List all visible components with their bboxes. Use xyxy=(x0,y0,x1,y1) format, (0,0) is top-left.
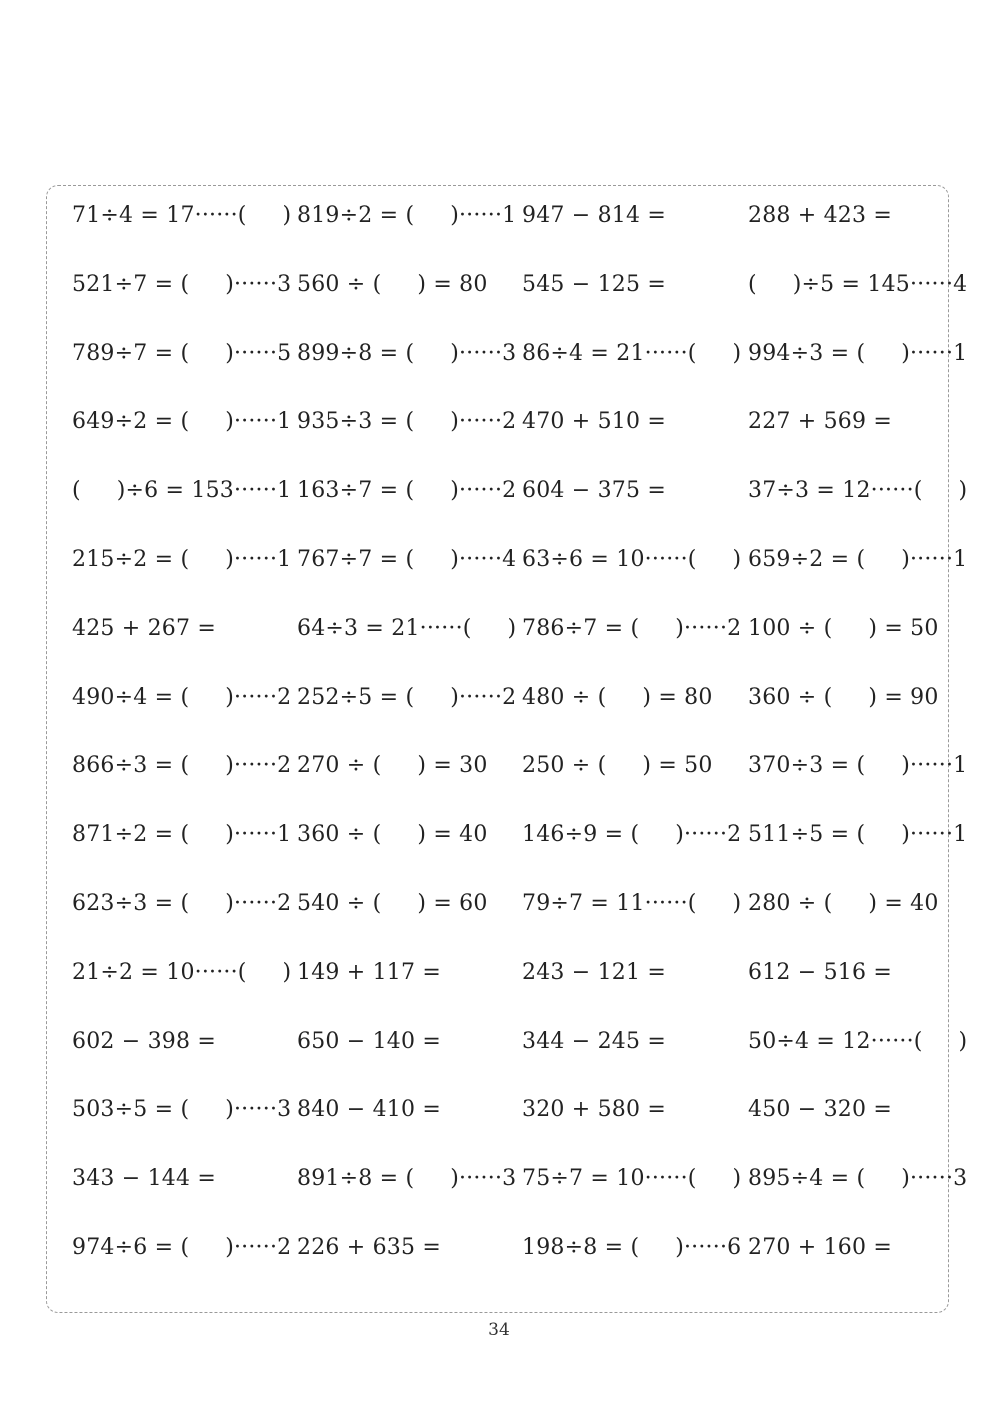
math-problem: 545 − 125 = xyxy=(522,271,667,297)
math-problem: 786÷7 = ( )······2 xyxy=(522,615,742,641)
math-problem: 252÷5 = ( )······2 xyxy=(297,684,517,710)
math-problem: 243 − 121 = xyxy=(522,959,667,985)
math-problem: 819÷2 = ( )······1 xyxy=(297,203,517,228)
math-problem: 650 − 140 = xyxy=(297,1028,442,1054)
math-problem: 270 + 160 = xyxy=(748,1234,893,1260)
problem-row xyxy=(72,817,972,886)
math-problem: 490÷4 = ( )······2 xyxy=(72,684,292,710)
math-problem: 840 − 410 = xyxy=(297,1097,442,1123)
math-problem: 935÷3 = ( )······2 xyxy=(297,409,517,435)
math-problem: 270 ÷ ( ) = 30 xyxy=(297,753,488,779)
math-problem: 649÷2 = ( )······1 xyxy=(72,409,292,435)
math-problem: 659÷2 = ( )······1 xyxy=(748,546,968,572)
math-problem: 64÷3 = 21······( ) xyxy=(297,615,517,641)
math-problem: 560 ÷ ( ) = 80 xyxy=(297,271,488,297)
math-problem: 146÷9 = ( )······2 xyxy=(522,822,742,848)
math-problem: 866÷3 = ( )······2 xyxy=(72,753,292,779)
math-problem: 79÷7 = 11······( ) xyxy=(522,890,742,916)
math-problem: 891÷8 = ( )······3 xyxy=(297,1166,517,1192)
math-problem: 425 + 267 = xyxy=(72,615,217,641)
math-problem: 320 + 580 = xyxy=(522,1097,667,1123)
math-problem: 21÷2 = 10······( ) xyxy=(72,959,292,985)
math-problem: 198÷8 = ( )······6 xyxy=(522,1234,742,1260)
math-problem: 163÷7 = ( )······2 xyxy=(297,478,517,504)
math-problem: 280 ÷ ( ) = 40 xyxy=(748,890,939,916)
math-problem: 503÷5 = ( )······3 xyxy=(72,1097,292,1123)
math-problem: 994÷3 = ( )······1 xyxy=(748,340,968,366)
math-problem: 360 ÷ ( ) = 90 xyxy=(748,684,939,710)
math-problem: 470 + 510 = xyxy=(522,409,667,435)
problem-row xyxy=(72,886,972,955)
math-problem: 612 − 516 = xyxy=(748,959,893,985)
math-problem: 250 ÷ ( ) = 50 xyxy=(522,753,713,779)
math-problem: 974÷6 = ( )······2 xyxy=(72,1234,292,1260)
problem-row xyxy=(72,542,972,611)
math-problem: 899÷8 = ( )······3 xyxy=(297,340,517,366)
math-problem: 370÷3 = ( )······1 xyxy=(748,753,968,779)
math-problem: 602 − 398 = xyxy=(72,1028,217,1054)
math-problem: 86÷4 = 21······( ) xyxy=(522,340,742,366)
math-problem: 63÷6 = 10······( ) xyxy=(522,546,742,572)
problem-row xyxy=(72,267,972,336)
problem-row xyxy=(72,955,972,1024)
math-problem: ( )÷5 = 145······4 xyxy=(748,271,968,297)
problem-row xyxy=(72,1092,972,1161)
problem-row xyxy=(72,336,972,405)
math-problem: 871÷2 = ( )······1 xyxy=(72,822,292,848)
math-problem: 226 + 635 = xyxy=(297,1234,442,1260)
problem-row xyxy=(72,473,972,542)
math-problem: 450 − 320 = xyxy=(748,1097,893,1123)
math-problem: 623÷3 = ( )······2 xyxy=(72,890,292,916)
math-problem: 480 ÷ ( ) = 80 xyxy=(522,684,713,710)
math-problem: 511÷5 = ( )······1 xyxy=(748,822,968,848)
problem-row xyxy=(72,680,972,749)
math-problem: 344 − 245 = xyxy=(522,1028,667,1054)
math-problem: 343 − 144 = xyxy=(72,1166,217,1192)
problem-row xyxy=(72,1230,972,1299)
math-problem: 50÷4 = 12······( ) xyxy=(748,1028,968,1054)
page-number: 34 xyxy=(488,1320,510,1340)
math-problem: 789÷7 = ( )······5 xyxy=(72,340,292,366)
problem-row xyxy=(72,611,972,680)
problem-row xyxy=(72,404,972,473)
math-problem: 540 ÷ ( ) = 60 xyxy=(297,890,488,916)
math-problem: 100 ÷ ( ) = 50 xyxy=(748,615,939,641)
problem-row xyxy=(72,1024,972,1093)
problem-grid xyxy=(72,198,972,1299)
math-problem: 149 + 117 = xyxy=(297,959,442,985)
math-problem: 75÷7 = 10······( ) xyxy=(522,1166,742,1192)
math-problem: 288 + 423 = xyxy=(748,203,893,228)
math-problem: 227 + 569 = xyxy=(748,409,893,435)
math-problem: 360 ÷ ( ) = 40 xyxy=(297,822,488,848)
math-problem: 895÷4 = ( )······3 xyxy=(748,1166,968,1192)
math-problem: ( )÷6 = 153······1 xyxy=(72,478,292,504)
math-problem: 215÷2 = ( )······1 xyxy=(72,546,292,572)
math-problem: 71÷4 = 17······( ) xyxy=(72,203,292,228)
math-problem: 604 − 375 = xyxy=(522,478,667,504)
math-problem: 521÷7 = ( )······3 xyxy=(72,271,292,297)
problem-row xyxy=(72,1161,972,1230)
problem-row xyxy=(72,748,972,817)
math-problem: 37÷3 = 12······( ) xyxy=(748,478,968,504)
math-problem: 947 − 814 = xyxy=(522,203,667,228)
math-problem: 767÷7 = ( )······4 xyxy=(297,546,517,572)
problem-row xyxy=(72,198,972,267)
